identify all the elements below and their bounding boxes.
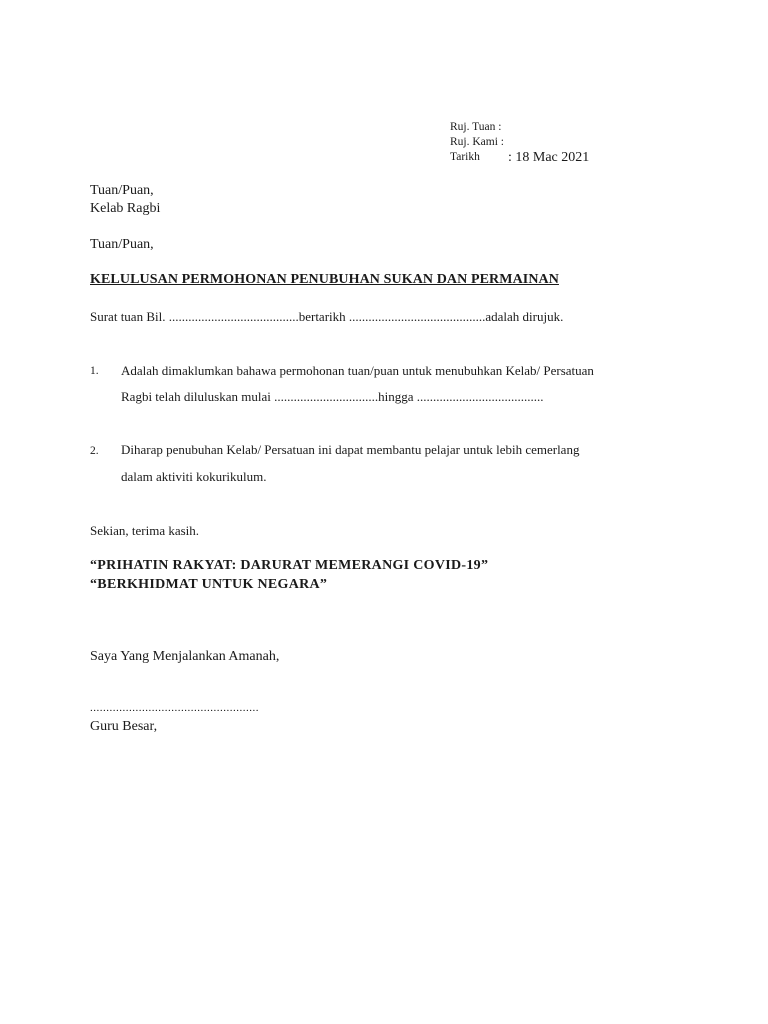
item-2-line1: Diharap penubuhan Kelab/ Persatuan ini dapat membantu pelajar untuk lebih cemerlang [121, 442, 580, 457]
signatory-title: Guru Besar, [90, 719, 158, 734]
closing-text: Sekian, terima kasih. [90, 523, 200, 538]
signoff-text: Saya Yang Menjalankan Amanah, [90, 649, 280, 664]
reference-block [450, 120, 589, 165]
tarikh-label: Tarikh [450, 151, 480, 163]
subject-title: KELULUSAN PERMOHONAN PENUBUHAN SUKAN DAN PERMAINAN [90, 272, 559, 287]
item-2-number: 2. [90, 445, 99, 457]
item-2-line2: dalam aktiviti kokurikulum. [121, 469, 267, 484]
salutation: Tuan/Puan, [90, 237, 154, 252]
item-1-line1: Adalah dimaklumkan bahawa permohonan tuan/puan untuk menubuhkan Kelab/ Persatuan [121, 363, 594, 378]
item-1-number: 1. [90, 365, 99, 377]
ref-kami-row [450, 135, 589, 150]
slogan-1: “PRIHATIN RAKYAT: DARURAT MEMERANGI COVID-19” [90, 558, 489, 573]
slogan-2: “BERKHIDMAT UNTUK NEGARA” [90, 577, 328, 592]
ref-tarikh-row [450, 150, 589, 165]
ref-tuan-label: Ruj. Tuan : [450, 121, 502, 133]
recipient-line2: Kelab Ragbi [90, 201, 161, 216]
ref-kami-label: Ruj. Kami : [450, 136, 504, 148]
recipient-line1: Tuan/Puan, [90, 183, 154, 198]
tarikh-value: : 18 Mac 2021 [508, 150, 590, 165]
ref-tuan-row [450, 120, 589, 135]
reference-line: Surat tuan Bil. ........................................bertarikh ..........................................adalah dirujuk. [90, 309, 564, 324]
item-1-line2: Ragbi telah diluluskan mulai ................................hingga ....................................... [121, 389, 544, 404]
signature-line: .................................................... [90, 702, 259, 714]
